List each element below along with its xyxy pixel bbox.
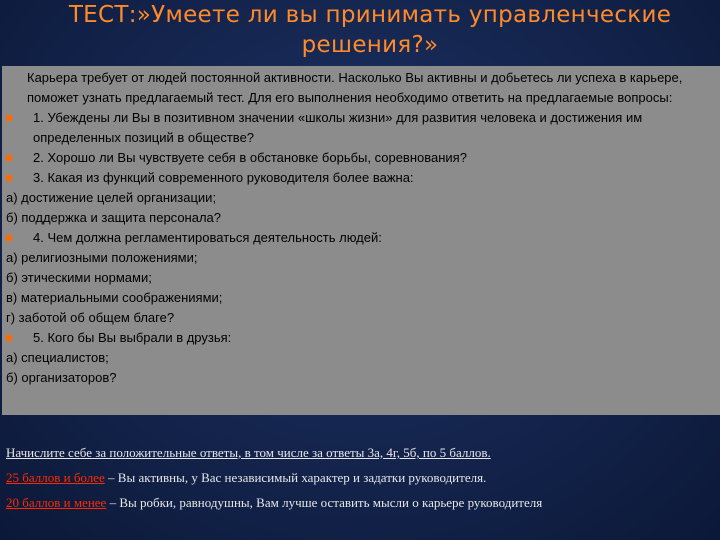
question-1 (6, 108, 711, 148)
question-1-text: 1. Убеждены ли Вы в позитивном значении «школы жизни» для развития человека и достижения им определенных позиций в обществе? (33, 110, 643, 145)
slide-title (40, 0, 700, 60)
test-questions-panel (2, 66, 720, 415)
question-2 (6, 148, 711, 168)
bullet-icon (6, 175, 12, 181)
scoring-threshold-high: 25 баллов и более (6, 470, 105, 485)
test-questions-text (6, 68, 711, 388)
question-3-option-b: б) поддержка и защита персонала? (6, 210, 222, 225)
question-4-option-c: в) материальными соображениями; (6, 290, 223, 305)
bullet-icon (6, 115, 12, 121)
question-5-option-a: а) специалистов; (6, 350, 109, 365)
question-5 (6, 328, 711, 348)
scoring-section (6, 440, 711, 515)
question-4 (6, 228, 711, 248)
scoring-result-high (6, 465, 711, 490)
slide-title-line-2: решения?» (301, 32, 439, 58)
question-5-text: 5. Кого бы Вы выбрали в друзья: (33, 330, 232, 345)
question-3-text: 3. Какая из функций современного руководителя более важна: (33, 170, 414, 185)
scoring-result-high-text: – Вы активны, у Вас независимый характер и задатки руководителя. (104, 470, 487, 485)
question-4-option-a: а) религиозными положениями; (6, 250, 198, 265)
scoring-result-low (6, 490, 711, 515)
bullet-icon (6, 335, 12, 341)
bullet-icon (6, 235, 12, 241)
question-5-option-b: б) организаторов? (6, 370, 117, 385)
scoring-threshold-low: 20 баллов и менее (6, 495, 107, 510)
question-2-text: 2. Хорошо ли Вы чувствуете себя в обстановке борьбы, соревнования? (33, 150, 467, 165)
question-3 (6, 168, 711, 188)
question-4-option-d: г) заботой об общем благе? (6, 310, 175, 325)
question-3-option-a: а) достижение целей организации; (6, 190, 217, 205)
bullet-icon (6, 155, 12, 161)
question-4-text: 4. Чем должна регламентироваться деятельность людей: (33, 230, 382, 245)
scoring-instruction: Начислите себе за положительные ответы, в том числе за ответы 3а, 4г, 5б, по 5 баллов. (6, 445, 491, 460)
scoring-result-low-text: – Вы робки, равнодушны, Вам лучше оставить мысли о карьере руководителя (106, 495, 543, 510)
intro-paragraph: Карьера требует от людей постоянной активности. Насколько Вы активны и добьетесь ли успеха в карьере, поможет узнать предлагаемый тест. Для его выполнения необходимо ответить на предлагаемые вопросы: (27, 70, 683, 105)
question-4-option-b: б) этическими нормами; (6, 270, 152, 285)
slide-title-line-1: ТЕСТ:»Умеете ли вы принимать управленческие (68, 2, 672, 28)
